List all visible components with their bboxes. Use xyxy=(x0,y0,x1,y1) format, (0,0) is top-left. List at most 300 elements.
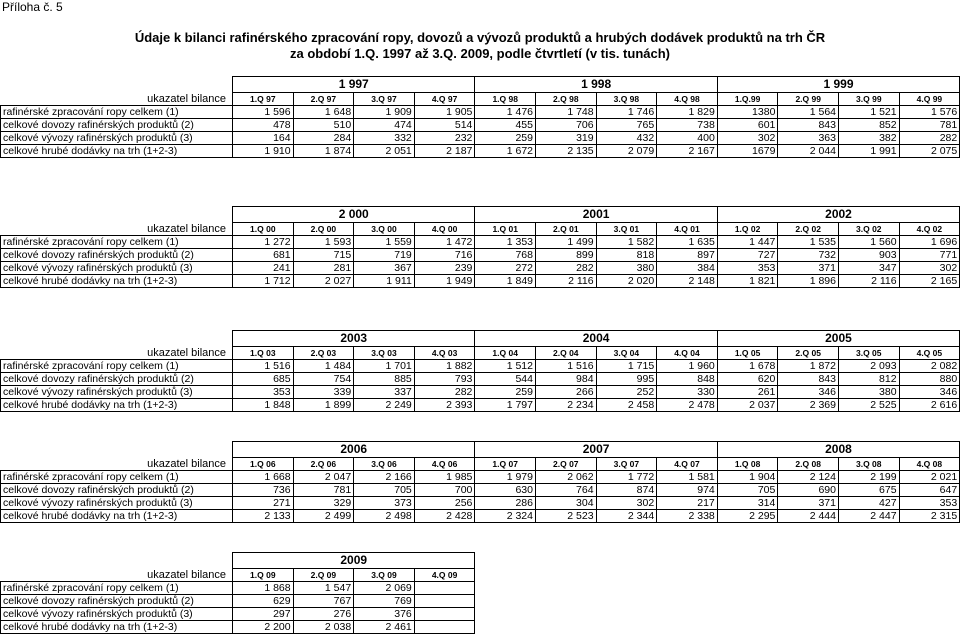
quarter-header: 1.Q 00 xyxy=(233,223,294,236)
quarter-header: 2.Q 03 xyxy=(293,347,354,360)
value-cell: 2 116 xyxy=(838,275,899,288)
quarter-header: 1.Q.99 xyxy=(717,93,778,106)
value-cell: 363 xyxy=(778,132,839,145)
year-header: 2003 xyxy=(233,331,475,347)
value-cell: 732 xyxy=(778,249,839,262)
table-row xyxy=(1,360,960,373)
value-cell: 1 635 xyxy=(657,236,718,249)
value-cell: 647 xyxy=(899,484,960,497)
value-cell: 514 xyxy=(414,119,475,132)
value-cell: 1 678 xyxy=(717,360,778,373)
value-cell: 1 582 xyxy=(596,236,657,249)
row-label: rafinérské zpracování ropy celkem (1) xyxy=(1,582,233,595)
value-cell: 1 712 xyxy=(233,275,294,288)
value-cell: 2 616 xyxy=(899,399,960,412)
value-cell: 252 xyxy=(596,386,657,399)
title-line-2: za období 1.Q. 1997 až 3.Q. 2009, podle čtvrtletí (v tis. tunách) xyxy=(290,46,670,61)
value-cell: 2 525 xyxy=(838,399,899,412)
quarter-header: 4.Q 07 xyxy=(657,458,718,471)
value-cell xyxy=(414,595,475,608)
quarter-header: 4.Q 00 xyxy=(414,223,475,236)
value-cell: 880 xyxy=(899,373,960,386)
value-cell: 1 772 xyxy=(596,471,657,484)
value-cell: 337 xyxy=(354,386,415,399)
quarter-header: 4.Q 98 xyxy=(657,93,718,106)
value-cell: 2 166 xyxy=(354,471,415,484)
value-cell: 241 xyxy=(233,262,294,275)
quarter-header: 3.Q 01 xyxy=(596,223,657,236)
value-cell: 1 746 xyxy=(596,106,657,119)
value-cell: 2 133 xyxy=(233,510,294,523)
value-cell: 1 911 xyxy=(354,275,415,288)
value-cell: 1 874 xyxy=(293,145,354,158)
quarter-header: 3.Q 06 xyxy=(354,458,415,471)
row-label: celkové vývozy rafinérských produktů (3) xyxy=(1,386,233,399)
quarter-header: 2.Q 06 xyxy=(293,458,354,471)
value-cell: 1 882 xyxy=(414,360,475,373)
value-cell: 281 xyxy=(293,262,354,275)
value-cell: 164 xyxy=(233,132,294,145)
value-cell: 380 xyxy=(596,262,657,275)
column-label-header: ukazatel bilance xyxy=(147,92,226,105)
value-cell: 2 069 xyxy=(354,582,415,595)
value-cell: 1 696 xyxy=(899,236,960,249)
value-cell: 601 xyxy=(717,119,778,132)
value-cell: 767 xyxy=(293,595,354,608)
value-cell: 427 xyxy=(838,497,899,510)
quarter-header: 2.Q 05 xyxy=(778,347,839,360)
row-label: celkové vývozy rafinérských produktů (3) xyxy=(1,132,233,145)
table-row xyxy=(1,497,960,510)
value-cell: 1 848 xyxy=(233,399,294,412)
row-label: rafinérské zpracování ropy celkem (1) xyxy=(1,106,233,119)
value-cell: 1 821 xyxy=(717,275,778,288)
quarter-header: 1.Q 07 xyxy=(475,458,536,471)
table-row xyxy=(1,471,960,484)
row-label: celkové hrubé dodávky na trh (1+2-3) xyxy=(1,399,233,412)
value-cell: 2 478 xyxy=(657,399,718,412)
value-cell: 1679 xyxy=(717,145,778,158)
value-cell: 256 xyxy=(414,497,475,510)
value-cell: 347 xyxy=(838,262,899,275)
value-cell: 715 xyxy=(293,249,354,262)
value-cell: 1 668 xyxy=(233,471,294,484)
quarter-header: 1.Q 08 xyxy=(717,458,778,471)
value-cell: 2 167 xyxy=(657,145,718,158)
value-cell: 353 xyxy=(233,386,294,399)
value-cell: 903 xyxy=(838,249,899,262)
quarter-header: 2.Q 99 xyxy=(778,93,839,106)
quarter-header: 3.Q 97 xyxy=(354,93,415,106)
value-cell: 2 047 xyxy=(293,471,354,484)
value-cell: 2 458 xyxy=(596,399,657,412)
quarter-header: 1.Q 09 xyxy=(233,569,294,582)
value-cell: 1 715 xyxy=(596,360,657,373)
value-cell: 2 338 xyxy=(657,510,718,523)
value-cell: 716 xyxy=(414,249,475,262)
quarter-header: 1.Q 06 xyxy=(233,458,294,471)
value-cell: 2 200 xyxy=(233,621,294,634)
row-label: celkové dovozy rafinérských produktů (2) xyxy=(1,484,233,497)
balance-table-1 xyxy=(0,76,960,158)
document-title xyxy=(0,30,960,62)
value-cell: 1 905 xyxy=(414,106,475,119)
value-cell: 736 xyxy=(233,484,294,497)
table-row xyxy=(1,399,960,412)
balance-table-2 xyxy=(0,206,960,288)
value-cell: 675 xyxy=(838,484,899,497)
value-cell: 2 249 xyxy=(354,399,415,412)
value-cell: 2 344 xyxy=(596,510,657,523)
value-cell: 1 272 xyxy=(233,236,294,249)
quarter-header: 4.Q 08 xyxy=(899,458,960,471)
value-cell: 1 516 xyxy=(535,360,596,373)
value-cell: 284 xyxy=(293,132,354,145)
quarter-header: 1.Q 03 xyxy=(233,347,294,360)
year-header: 2004 xyxy=(475,331,717,347)
value-cell: 1 797 xyxy=(475,399,536,412)
year-header: 1 997 xyxy=(233,77,475,93)
quarter-header: 3.Q 04 xyxy=(596,347,657,360)
quarter-header: 3.Q 09 xyxy=(354,569,415,582)
table-row xyxy=(1,510,960,523)
value-cell: 261 xyxy=(717,386,778,399)
table-row xyxy=(1,132,960,145)
quarter-header: 3.Q 08 xyxy=(838,458,899,471)
value-cell: 297 xyxy=(233,608,294,621)
value-cell: 1 484 xyxy=(293,360,354,373)
value-cell: 2 075 xyxy=(899,145,960,158)
balance-table-5 xyxy=(0,552,960,634)
value-cell: 1 949 xyxy=(414,275,475,288)
value-cell: 1 559 xyxy=(354,236,415,249)
value-cell: 2 324 xyxy=(475,510,536,523)
quarter-header: 4.Q 04 xyxy=(657,347,718,360)
value-cell: 1 535 xyxy=(778,236,839,249)
value-cell: 2 447 xyxy=(838,510,899,523)
column-label-header: ukazatel bilance xyxy=(147,568,226,581)
value-cell xyxy=(414,621,475,634)
quarter-header: 3.Q 98 xyxy=(596,93,657,106)
row-label: celkové dovozy rafinérských produktů (2) xyxy=(1,119,233,132)
value-cell: 2 093 xyxy=(838,360,899,373)
value-cell: 630 xyxy=(475,484,536,497)
row-label: celkové vývozy rafinérských produktů (3) xyxy=(1,608,233,621)
value-cell: 1 516 xyxy=(233,360,294,373)
value-cell: 1 829 xyxy=(657,106,718,119)
value-cell: 1 581 xyxy=(657,471,718,484)
value-cell: 302 xyxy=(899,262,960,275)
value-cell: 271 xyxy=(233,497,294,510)
value-cell: 812 xyxy=(838,373,899,386)
value-cell: 771 xyxy=(899,249,960,262)
value-cell: 690 xyxy=(778,484,839,497)
row-label: celkové dovozy rafinérských produktů (2) xyxy=(1,595,233,608)
value-cell: 1 547 xyxy=(293,582,354,595)
year-header: 2001 xyxy=(475,207,717,223)
value-cell: 2 027 xyxy=(293,275,354,288)
value-cell: 995 xyxy=(596,373,657,386)
value-cell: 781 xyxy=(293,484,354,497)
value-cell: 2 038 xyxy=(293,621,354,634)
quarter-header: 3.Q 07 xyxy=(596,458,657,471)
row-label: celkové hrubé dodávky na trh (1+2-3) xyxy=(1,510,233,523)
value-cell: 1 476 xyxy=(475,106,536,119)
value-cell: 510 xyxy=(293,119,354,132)
table-row xyxy=(1,145,960,158)
value-cell: 1 979 xyxy=(475,471,536,484)
quarter-header: 4.Q 01 xyxy=(657,223,718,236)
row-label: rafinérské zpracování ropy celkem (1) xyxy=(1,236,233,249)
value-cell: 282 xyxy=(899,132,960,145)
value-cell: 2 165 xyxy=(899,275,960,288)
quarter-header: 4.Q 99 xyxy=(899,93,960,106)
value-cell: 1 521 xyxy=(839,106,900,119)
row-label: celkové hrubé dodávky na trh (1+2-3) xyxy=(1,145,233,158)
table-row xyxy=(1,275,960,288)
value-cell: 1 991 xyxy=(839,145,900,158)
value-cell: 2 062 xyxy=(535,471,596,484)
value-cell: 1 868 xyxy=(233,582,294,595)
value-cell: 2 444 xyxy=(778,510,839,523)
value-cell: 282 xyxy=(536,262,597,275)
value-cell: 764 xyxy=(535,484,596,497)
value-cell: 705 xyxy=(354,484,415,497)
value-cell: 1 985 xyxy=(414,471,475,484)
year-header: 2007 xyxy=(475,442,717,458)
value-cell: 259 xyxy=(475,386,536,399)
value-cell: 259 xyxy=(475,132,536,145)
quarter-header: 1.Q 05 xyxy=(717,347,778,360)
value-cell: 629 xyxy=(233,595,294,608)
value-cell: 400 xyxy=(657,132,718,145)
title-line-1: Údaje k bilanci rafinérského zpracování ropy, dovozů a vývozů produktů a hrubých dodávek produktů na trh ČR xyxy=(134,30,826,45)
table-row xyxy=(1,595,960,608)
value-cell: 2 124 xyxy=(778,471,839,484)
value-cell: 765 xyxy=(596,119,657,132)
value-cell: 2 234 xyxy=(535,399,596,412)
value-cell: 2 021 xyxy=(899,471,960,484)
row-label: celkové vývozy rafinérských produktů (3) xyxy=(1,262,233,275)
quarter-header: 4.Q 05 xyxy=(899,347,960,360)
value-cell: 329 xyxy=(293,497,354,510)
value-cell: 897 xyxy=(657,249,718,262)
quarter-header: 2.Q 98 xyxy=(536,93,597,106)
value-cell: 332 xyxy=(354,132,415,145)
value-cell: 769 xyxy=(354,595,415,608)
quarter-header: 3.Q 00 xyxy=(354,223,415,236)
value-cell: 2 393 xyxy=(414,399,475,412)
value-cell: 382 xyxy=(839,132,900,145)
quarter-header: 4.Q 06 xyxy=(414,458,475,471)
quarter-header: 2.Q 08 xyxy=(778,458,839,471)
value-cell: 384 xyxy=(657,262,718,275)
value-cell: 848 xyxy=(657,373,718,386)
value-cell: 2 523 xyxy=(535,510,596,523)
quarter-header: 2.Q 02 xyxy=(778,223,839,236)
value-cell: 685 xyxy=(233,373,294,386)
value-cell: 346 xyxy=(899,386,960,399)
quarter-header: 1.Q 01 xyxy=(475,223,536,236)
value-cell: 217 xyxy=(657,497,718,510)
column-label-header: ukazatel bilance xyxy=(147,346,226,359)
value-cell: 2 037 xyxy=(717,399,778,412)
quarter-header: 3.Q 99 xyxy=(839,93,900,106)
value-cell: 367 xyxy=(354,262,415,275)
value-cell: 380 xyxy=(838,386,899,399)
value-cell: 2 187 xyxy=(414,145,475,158)
value-cell: 2 295 xyxy=(717,510,778,523)
value-cell: 899 xyxy=(536,249,597,262)
value-cell: 2 044 xyxy=(778,145,839,158)
value-cell: 2 199 xyxy=(838,471,899,484)
table-row xyxy=(1,373,960,386)
table-row xyxy=(1,236,960,249)
value-cell: 1 904 xyxy=(717,471,778,484)
value-cell: 1 593 xyxy=(293,236,354,249)
year-header: 2009 xyxy=(233,553,475,569)
value-cell: 984 xyxy=(535,373,596,386)
value-cell: 1 560 xyxy=(838,236,899,249)
value-cell: 852 xyxy=(839,119,900,132)
value-cell: 885 xyxy=(354,373,415,386)
value-cell: 1 576 xyxy=(899,106,960,119)
value-cell: 2 079 xyxy=(596,145,657,158)
table-row xyxy=(1,106,960,119)
value-cell: 818 xyxy=(596,249,657,262)
quarter-header: 2.Q 09 xyxy=(293,569,354,582)
value-cell: 2 369 xyxy=(778,399,839,412)
table-row xyxy=(1,119,960,132)
quarter-header: 3.Q 03 xyxy=(354,347,415,360)
year-header: 2005 xyxy=(717,331,959,347)
value-cell: 1 447 xyxy=(717,236,778,249)
year-header: 1 998 xyxy=(475,77,717,93)
value-cell: 754 xyxy=(293,373,354,386)
quarter-header: 3.Q 02 xyxy=(838,223,899,236)
value-cell: 620 xyxy=(717,373,778,386)
value-cell: 282 xyxy=(414,386,475,399)
value-cell: 2 499 xyxy=(293,510,354,523)
column-label-header: ukazatel bilance xyxy=(147,457,226,470)
value-cell: 768 xyxy=(475,249,536,262)
value-cell: 1 499 xyxy=(536,236,597,249)
value-cell: 843 xyxy=(778,373,839,386)
quarter-header: 2.Q 00 xyxy=(293,223,354,236)
value-cell: 1 899 xyxy=(293,399,354,412)
value-cell: 2 116 xyxy=(536,275,597,288)
quarter-header: 2.Q 04 xyxy=(535,347,596,360)
table-row xyxy=(1,484,960,497)
row-label: celkové hrubé dodávky na trh (1+2-3) xyxy=(1,621,233,634)
quarter-header: 1.Q 97 xyxy=(233,93,294,106)
value-cell: 2 051 xyxy=(354,145,415,158)
value-cell: 302 xyxy=(596,497,657,510)
value-cell: 544 xyxy=(475,373,536,386)
value-cell: 2 148 xyxy=(657,275,718,288)
value-cell: 738 xyxy=(657,119,718,132)
quarter-header: 4.Q 97 xyxy=(414,93,475,106)
value-cell: 681 xyxy=(233,249,294,262)
table-row xyxy=(1,386,960,399)
table-row xyxy=(1,621,960,634)
value-cell: 700 xyxy=(414,484,475,497)
value-cell: 705 xyxy=(717,484,778,497)
value-cell: 1 896 xyxy=(778,275,839,288)
value-cell xyxy=(414,582,475,595)
table-row xyxy=(1,249,960,262)
value-cell: 1 909 xyxy=(354,106,415,119)
value-cell: 1 472 xyxy=(414,236,475,249)
value-cell: 1 672 xyxy=(475,145,536,158)
value-cell: 266 xyxy=(535,386,596,399)
value-cell: 272 xyxy=(475,262,536,275)
quarter-header: 1.Q 04 xyxy=(475,347,536,360)
value-cell: 1 748 xyxy=(536,106,597,119)
value-cell: 346 xyxy=(778,386,839,399)
value-cell: 302 xyxy=(717,132,778,145)
value-cell: 706 xyxy=(536,119,597,132)
quarter-header: 2.Q 07 xyxy=(535,458,596,471)
value-cell xyxy=(414,608,475,621)
value-cell: 974 xyxy=(657,484,718,497)
quarter-header: 2.Q 01 xyxy=(536,223,597,236)
quarter-header: 3.Q 05 xyxy=(838,347,899,360)
year-header: 2008 xyxy=(717,442,959,458)
quarter-header: 1.Q 02 xyxy=(717,223,778,236)
table-row xyxy=(1,262,960,275)
value-cell: 371 xyxy=(778,262,839,275)
value-cell: 474 xyxy=(354,119,415,132)
value-cell: 1 872 xyxy=(778,360,839,373)
quarter-header: 4.Q 09 xyxy=(414,569,475,582)
table-row xyxy=(1,582,960,595)
row-label: celkové hrubé dodávky na trh (1+2-3) xyxy=(1,275,233,288)
table-row xyxy=(1,608,960,621)
value-cell: 319 xyxy=(536,132,597,145)
value-cell: 455 xyxy=(475,119,536,132)
value-cell: 1 910 xyxy=(233,145,294,158)
value-cell: 1 512 xyxy=(475,360,536,373)
value-cell: 2 135 xyxy=(536,145,597,158)
value-cell: 376 xyxy=(354,608,415,621)
value-cell: 781 xyxy=(899,119,960,132)
value-cell: 874 xyxy=(596,484,657,497)
quarter-header: 1.Q 98 xyxy=(475,93,536,106)
value-cell: 2 082 xyxy=(899,360,960,373)
appendix-label: Příloha č. 5 xyxy=(2,0,63,14)
value-cell: 276 xyxy=(293,608,354,621)
year-header: 2006 xyxy=(233,442,475,458)
year-header: 1 999 xyxy=(717,77,959,93)
value-cell: 339 xyxy=(293,386,354,399)
value-cell: 2 428 xyxy=(414,510,475,523)
value-cell: 727 xyxy=(717,249,778,262)
value-cell: 239 xyxy=(414,262,475,275)
value-cell: 478 xyxy=(233,119,294,132)
value-cell: 843 xyxy=(778,119,839,132)
quarter-header: 4.Q 03 xyxy=(414,347,475,360)
value-cell: 314 xyxy=(717,497,778,510)
row-label: celkové dovozy rafinérských produktů (2) xyxy=(1,373,233,386)
value-cell: 793 xyxy=(414,373,475,386)
value-cell: 2 020 xyxy=(596,275,657,288)
value-cell: 353 xyxy=(899,497,960,510)
value-cell: 286 xyxy=(475,497,536,510)
value-cell: 432 xyxy=(596,132,657,145)
value-cell: 1 701 xyxy=(354,360,415,373)
value-cell: 1380 xyxy=(717,106,778,119)
